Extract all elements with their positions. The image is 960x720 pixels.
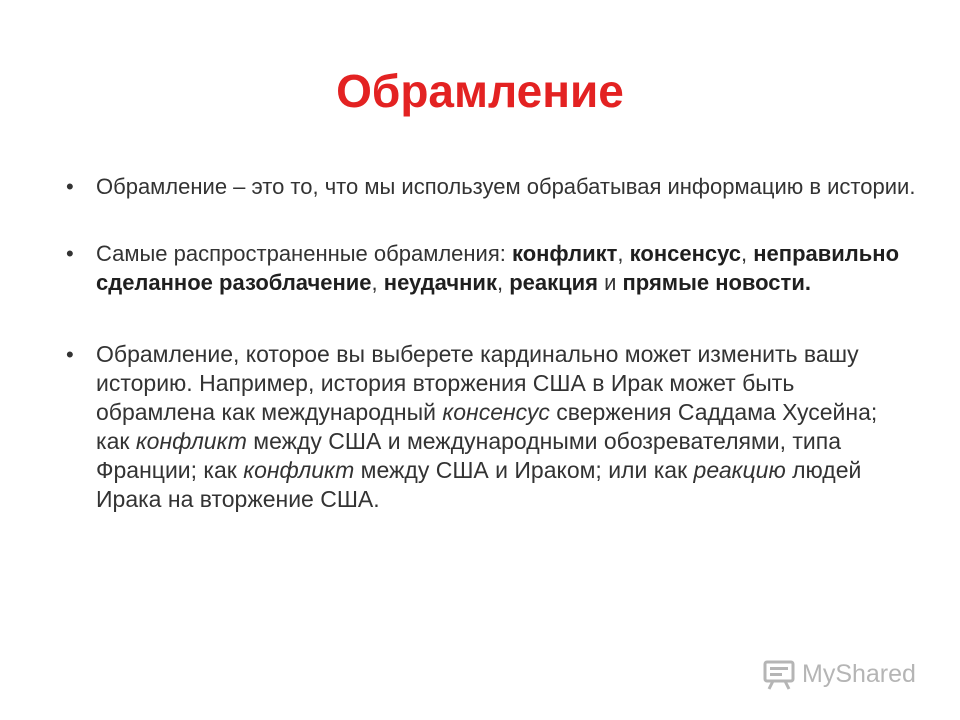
bullet-marker: • [66,174,74,199]
bullet-text-part: между США и Ираком; или как [354,457,694,483]
separator: , [741,241,754,266]
frame-term-conflict: конфликт [511,241,618,266]
separator: , [617,241,630,266]
presentation-board-icon [762,657,796,691]
bullet-text-part: людей Ирака на вторжение США. [96,457,862,512]
bullet-text-part: свержения Саддама Хусейна; как [96,399,878,454]
slide-title: Обрамление [336,65,624,117]
bullet-marker: • [66,342,74,367]
watermark-text: MyShared [802,659,916,688]
italic-term-conflict: конфликт [135,428,247,454]
bullet-text-intro: Самые распространенные обрамления: [96,241,512,266]
frame-term-reaction: реакция [509,270,598,295]
bullet-text: Обрамление – это то, что мы используем обрабатывая информацию в истории. [96,174,916,199]
bullet-item-example [66,340,916,514]
bullet-marker: • [66,241,74,266]
separator: , [496,270,510,295]
bullet-text-part: Обрамление, которое вы выберете кардинально может изменить вашу историю. Например, история вторжения США в Ирак может быть обрамлена как международный [96,341,859,425]
italic-term-consensus: консенсус [442,399,550,425]
separator: , [371,270,384,295]
separator: и [598,270,623,295]
italic-term-reaction: реакцию [693,457,786,483]
bullet-text-part: между США и международными обозревателями, типа Франции; как [96,428,842,483]
frame-term-misdone-expose: неправильно сделанное разоблачение [96,241,900,295]
frame-term-straight-news: прямые новости. [622,270,811,295]
italic-term-conflict: конфликт [243,457,355,483]
watermark-logo [762,653,932,695]
frame-term-underdog: неудачник [383,270,497,295]
bullet-list [66,172,916,514]
bullet-item-definition [66,172,916,201]
frame-term-consensus: консенсус [629,241,742,266]
bullet-item-common-frames [66,239,916,297]
